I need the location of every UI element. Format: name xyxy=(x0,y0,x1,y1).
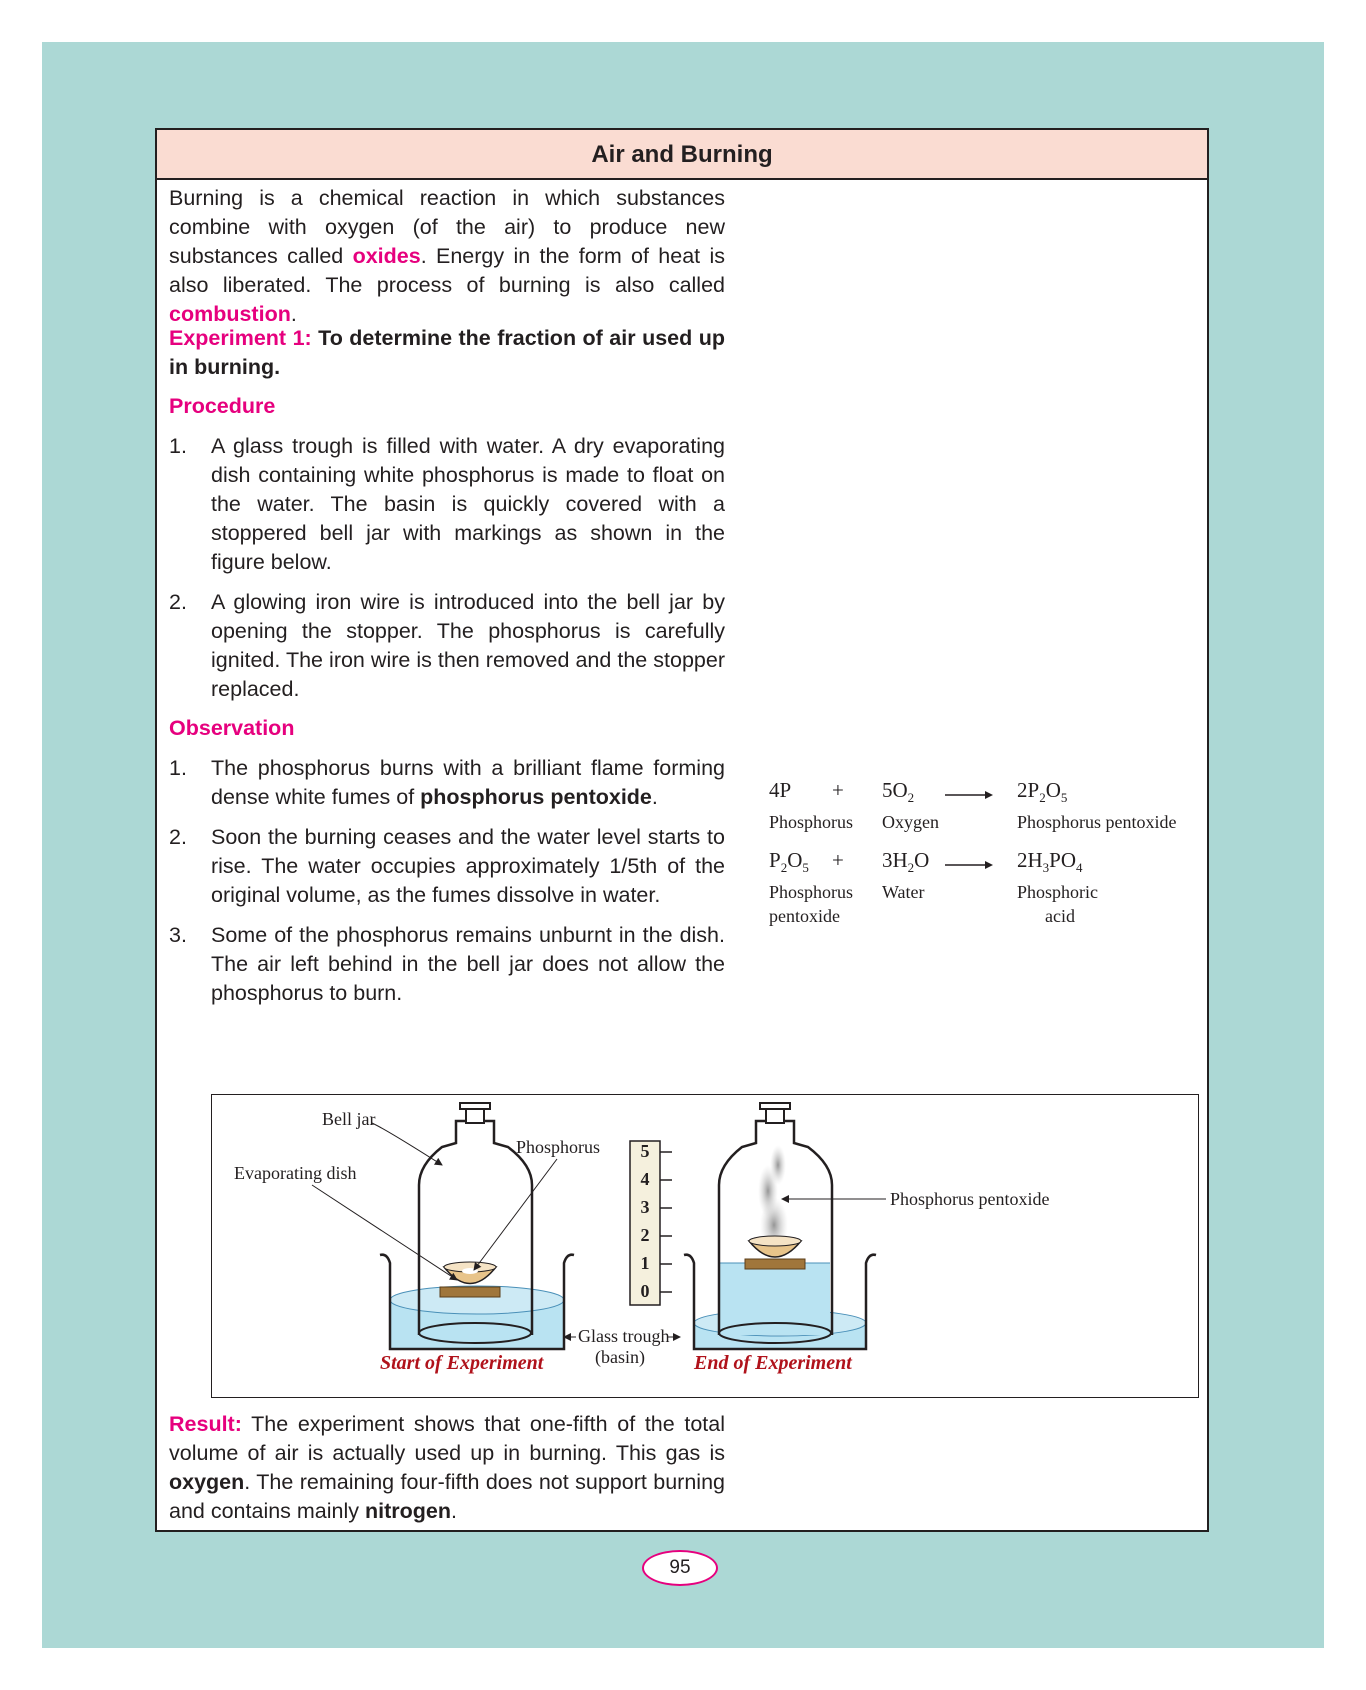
experiment-figure xyxy=(211,1094,1199,1398)
eq1-reactant-1: 4P xyxy=(769,778,792,802)
list-item xyxy=(169,823,725,910)
volume-scale xyxy=(630,1141,672,1305)
keyword-oxides: oxides xyxy=(352,244,421,268)
result-paragraph xyxy=(169,1410,725,1526)
result-text-3: . xyxy=(451,1499,457,1523)
arrow-icon xyxy=(945,790,993,800)
arrow-icon xyxy=(945,860,993,870)
item-text: A glowing iron wire is introduced into the bell jar by opening the stopper. The phosphorus is carefully ignited. The iron wire is then removed and the stopper replaced. xyxy=(211,590,725,701)
label-basin: (basin) xyxy=(595,1347,645,1367)
label-phosphorus-pentoxide: Phosphorus pentoxide xyxy=(890,1189,1050,1209)
intro-text-3: . xyxy=(290,302,297,326)
list-item xyxy=(169,432,725,577)
label-bell-jar: Bell jar xyxy=(322,1109,376,1129)
intro-text-2: . Energy in the form of heat is also liberated. The process of burning is also called xyxy=(169,244,725,297)
experiment-label: Experiment 1: xyxy=(169,326,312,350)
eq2-reactant-1: $P_2O_5$ xyxy=(769,848,809,876)
content-box xyxy=(155,128,1209,1532)
procedure-heading: Procedure xyxy=(169,394,276,418)
scale-mark: 0 xyxy=(640,1281,650,1301)
cork-right xyxy=(745,1259,805,1269)
cork-left xyxy=(440,1287,500,1297)
scale-mark: 3 xyxy=(640,1197,650,1217)
experiment-aim: To determine the fraction of air used up in burning. xyxy=(169,326,725,379)
list-item xyxy=(169,754,725,812)
item-number: 3. xyxy=(169,923,187,947)
eq1-plus: + xyxy=(832,778,844,802)
item-number: 2. xyxy=(169,590,187,614)
eq2-name-3a: Phosphoric xyxy=(1017,882,1098,902)
result-text-1: The experiment shows that one-fifth of the total volume of air is actually used up in burning. This gas is xyxy=(169,1412,725,1465)
scale-mark: 1 xyxy=(640,1253,650,1273)
scale-mark: 2 xyxy=(640,1225,650,1245)
intro-paragraph xyxy=(169,184,725,329)
eq2-name-2: Water xyxy=(882,882,925,902)
eq2-reactant-2: $3H_2O$ xyxy=(882,848,930,876)
item-text: A glass trough is filled with water. A dry evaporating dish containing white phosphorus is made to float on the water. The basin is quickly covered with a stoppered bell jar with markings as shown in the figure below. xyxy=(211,434,725,574)
caption-end: End of Experiment xyxy=(694,1352,852,1374)
item-text: The phosphorus burns with a brilliant flame forming dense white fumes of xyxy=(211,756,725,809)
label-phosphorus: Phosphorus xyxy=(516,1137,601,1157)
eq1-name-1: Phosphorus xyxy=(769,812,854,832)
eq2-name-3b: acid xyxy=(1045,906,1075,926)
page-title: Air and Burning xyxy=(157,130,1207,180)
end-apparatus xyxy=(684,1103,876,1349)
apparatus-diagram xyxy=(212,1095,1198,1397)
item-number: 1. xyxy=(169,434,187,458)
item-number: 1. xyxy=(169,756,187,780)
scale-mark: 4 xyxy=(640,1169,650,1189)
eq1-reactant-2: $5O_2$ xyxy=(882,778,915,806)
observation-list xyxy=(169,754,725,1008)
item-tail: . xyxy=(651,785,658,809)
eq2-product: $2H_3PO_4$ xyxy=(1017,848,1083,876)
eq2-plus: + xyxy=(832,848,844,872)
result-label: Result: xyxy=(169,1412,242,1436)
keyword-oxygen: oxygen xyxy=(169,1470,245,1494)
label-evaporating-dish: Evaporating dish xyxy=(234,1163,357,1183)
keyword-phosphorus-pentoxide: phosphorus pentoxide xyxy=(420,785,652,809)
scale-mark: 5 xyxy=(640,1141,650,1161)
item-text: Soon the burning ceases and the water level starts to rise. The water occupies approximately 1/5th of the original volume, as the fumes dissolve in water. xyxy=(211,825,725,907)
list-item xyxy=(169,588,725,704)
list-item xyxy=(169,921,725,1008)
label-glass-trough: Glass trough xyxy=(578,1326,670,1346)
item-text: Some of the phosphorus remains unburnt in the dish. The air left behind in the bell jar does not allow the phosphorus to burn. xyxy=(211,923,725,1005)
keyword-nitrogen: nitrogen xyxy=(365,1499,451,1523)
eq1-name-3: Phosphorus pentoxide xyxy=(1017,812,1177,832)
procedure-list xyxy=(169,432,725,704)
eq2-name-1b: pentoxide xyxy=(769,906,840,926)
eq1-product: $2P_2O_5$ xyxy=(1017,778,1068,806)
experiment-heading xyxy=(169,324,725,382)
item-number: 2. xyxy=(169,825,187,849)
caption-start: Start of Experiment xyxy=(380,1352,544,1374)
eq2-name-1a: Phosphorus xyxy=(769,882,854,902)
intro-text-1: Burning is a chemical reaction in which substances combine with oxygen (of the air) to produce new substances called xyxy=(169,186,725,268)
eq1-name-2: Oxygen xyxy=(882,812,939,832)
keyword-combustion: combustion xyxy=(169,302,291,326)
page-number: 95 xyxy=(642,1550,718,1586)
observation-heading: Observation xyxy=(169,716,295,740)
result-text-2: . The remaining four-fifth does not support burning and contains mainly xyxy=(169,1470,725,1523)
